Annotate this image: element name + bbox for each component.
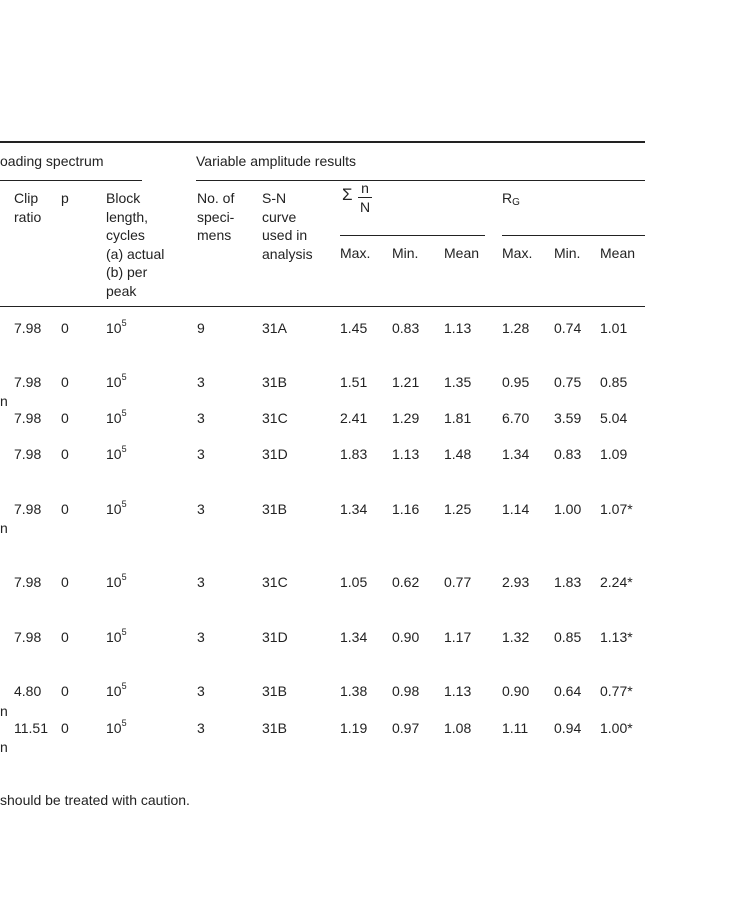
- cell-sum-mean: 1.08: [444, 720, 472, 736]
- cell-sn-curve: 31A: [262, 320, 287, 336]
- cell-sum-mean: 1.81: [444, 410, 472, 426]
- p-header: p: [61, 190, 69, 206]
- cell-rg-mean: 1.07*: [600, 501, 633, 517]
- cell-specimens: 3: [197, 629, 205, 645]
- sum-min-header: Min.: [392, 245, 419, 261]
- cell-block-length: $10^5$: [106, 681, 127, 699]
- rg-group-rule: [502, 235, 645, 236]
- cell-p: 0: [61, 574, 69, 590]
- cell-block-length: $10^5$: [106, 408, 127, 426]
- cell-rg-min: 1.83: [554, 574, 582, 590]
- cell-rg-mean: 5.04: [600, 410, 628, 426]
- cell-specimens: 3: [197, 446, 205, 462]
- cell-sum-min: 1.29: [392, 410, 420, 426]
- cell-rg-mean: 1.09: [600, 446, 628, 462]
- cell-sn-curve: 31B: [262, 720, 287, 736]
- cell-rg-min: 0.74: [554, 320, 582, 336]
- cell-clip-ratio: 11.51: [14, 720, 48, 736]
- cell-clip-ratio: 7.98: [14, 320, 42, 336]
- sum-max-header: Max.: [340, 245, 371, 261]
- cell-specimens: 3: [197, 720, 205, 736]
- cell-sum-mean: 1.13: [444, 320, 472, 336]
- cell-sn-curve: 31C: [262, 410, 288, 426]
- cell-rg-max: 2.93: [502, 574, 530, 590]
- sum-fraction: [358, 180, 372, 215]
- cell-rg-max: 1.32: [502, 629, 530, 645]
- loading-spectrum-rule: [0, 180, 142, 181]
- variable-amplitude-rule: [196, 180, 645, 181]
- cell-rg-min: 0.85: [554, 629, 582, 645]
- cell-rg-mean: 2.24*: [600, 574, 633, 590]
- clipped-edge-mark: n: [0, 703, 8, 719]
- cell-block-length: $10^5$: [106, 718, 127, 736]
- cell-p: 0: [61, 374, 69, 390]
- cell-sum-max: 1.34: [340, 629, 368, 645]
- cell-specimens: 3: [197, 501, 205, 517]
- cell-clip-ratio: 7.98: [14, 410, 42, 426]
- cell-rg-max: 0.90: [502, 683, 530, 699]
- cell-specimens: 3: [197, 574, 205, 590]
- cell-sum-mean: 1.13: [444, 683, 472, 699]
- sum-denominator: N: [359, 199, 371, 215]
- cell-rg-max: 1.28: [502, 320, 530, 336]
- sum-group-rule: [340, 235, 485, 236]
- variable-amplitude-header: Variable amplitude results: [196, 153, 357, 169]
- cell-sum-mean: 0.77: [444, 574, 472, 590]
- cell-clip-ratio: 7.98: [14, 446, 42, 462]
- table-top-rule: [0, 141, 645, 143]
- cell-rg-min: 0.64: [554, 683, 582, 699]
- cell-p: 0: [61, 683, 69, 699]
- cell-rg-max: 0.95: [502, 374, 530, 390]
- cell-p: 0: [61, 410, 69, 426]
- cell-sum-mean: 1.25: [444, 501, 472, 517]
- cell-sum-max: 1.34: [340, 501, 368, 517]
- sum-mean-header: Mean: [444, 245, 480, 261]
- cell-sum-min: 0.90: [392, 629, 420, 645]
- cell-clip-ratio: 4.80: [14, 683, 42, 699]
- cell-sum-max: 1.05: [340, 574, 368, 590]
- cell-sum-max: 1.83: [340, 446, 368, 462]
- cell-sum-min: 0.83: [392, 320, 420, 336]
- loading-spectrum-header: oading spectrum: [0, 153, 104, 169]
- cell-p: 0: [61, 720, 69, 736]
- cell-rg-mean: 1.01: [600, 320, 628, 336]
- cell-sn-curve: 31D: [262, 446, 288, 462]
- cell-p: 0: [61, 501, 69, 517]
- clipped-edge-mark: n: [0, 739, 8, 755]
- cell-sum-max: 2.41: [340, 410, 368, 426]
- cell-rg-mean: 0.85: [600, 374, 628, 390]
- rg-mean-header: Mean: [600, 245, 636, 261]
- cell-sn-curve: 31C: [262, 574, 288, 590]
- cell-sn-curve: 31D: [262, 629, 288, 645]
- cell-rg-min: 0.75: [554, 374, 582, 390]
- cell-block-length: $10^5$: [106, 318, 127, 336]
- specimens-header: No. of speci- mens: [197, 190, 235, 243]
- cell-specimens: 3: [197, 683, 205, 699]
- cell-sum-min: 0.98: [392, 683, 420, 699]
- cell-block-length: $10^5$: [106, 627, 127, 645]
- sn-curve-header: S-N curve used in analysis: [262, 190, 313, 262]
- cell-sum-min: 0.62: [392, 574, 420, 590]
- cell-specimens: 3: [197, 410, 205, 426]
- rg-max-header: Max.: [502, 245, 533, 261]
- cell-sn-curve: 31B: [262, 374, 287, 390]
- cell-sum-mean: 1.48: [444, 446, 472, 462]
- cell-block-length: $10^5$: [106, 444, 127, 462]
- clipped-edge-mark: n: [0, 520, 8, 536]
- cell-sn-curve: 31B: [262, 501, 287, 517]
- cell-sum-min: 1.16: [392, 501, 420, 517]
- cell-rg-max: 1.34: [502, 446, 530, 462]
- cell-sum-max: 1.51: [340, 374, 368, 390]
- cell-rg-mean: 1.13*: [600, 629, 633, 645]
- cell-sum-mean: 1.17: [444, 629, 472, 645]
- clipped-edge-mark: n: [0, 393, 8, 409]
- cell-sum-max: 1.45: [340, 320, 368, 336]
- cell-rg-max: 1.14: [502, 501, 530, 517]
- cell-p: 0: [61, 446, 69, 462]
- rg-min-header: Min.: [554, 245, 581, 261]
- cell-rg-min: 0.83: [554, 446, 582, 462]
- cell-sum-min: 1.13: [392, 446, 420, 462]
- cell-sum-max: 1.19: [340, 720, 368, 736]
- cell-sum-min: 0.97: [392, 720, 420, 736]
- header-bottom-rule: [0, 306, 645, 307]
- cell-rg-max: 1.11: [502, 720, 529, 736]
- cell-rg-min: 1.00: [554, 501, 582, 517]
- cell-block-length: $10^5$: [106, 372, 127, 390]
- cell-specimens: 9: [197, 320, 205, 336]
- cell-rg-min: 3.59: [554, 410, 582, 426]
- sum-sigma-symbol: Σ: [342, 185, 353, 204]
- clip-ratio-header: Clip ratio: [14, 190, 42, 225]
- sum-numerator: n: [361, 180, 369, 196]
- cell-specimens: 3: [197, 374, 205, 390]
- cell-rg-min: 0.94: [554, 720, 582, 736]
- block-length-header: Block length, cycles (a) actual (b) per peak: [106, 190, 165, 299]
- cell-rg-mean: 0.77*: [600, 683, 633, 699]
- cell-sum-max: 1.38: [340, 683, 368, 699]
- cell-p: 0: [61, 629, 69, 645]
- cell-clip-ratio: 7.98: [14, 501, 42, 517]
- cell-rg-mean: 1.00*: [600, 720, 633, 736]
- cell-sum-mean: 1.35: [444, 374, 472, 390]
- cell-clip-ratio: 7.98: [14, 374, 42, 390]
- table-footnote: should be treated with caution.: [0, 792, 190, 808]
- fraction-bar: [358, 197, 372, 198]
- cell-clip-ratio: 7.98: [14, 574, 42, 590]
- cell-block-length: $10^5$: [106, 572, 127, 590]
- cell-block-length: $10^5$: [106, 499, 127, 517]
- cell-rg-max: 6.70: [502, 410, 530, 426]
- cell-p: 0: [61, 320, 69, 336]
- cell-clip-ratio: 7.98: [14, 629, 42, 645]
- cell-sn-curve: 31B: [262, 683, 287, 699]
- cell-sum-min: 1.21: [392, 374, 420, 390]
- rg-header: RG: [502, 190, 520, 208]
